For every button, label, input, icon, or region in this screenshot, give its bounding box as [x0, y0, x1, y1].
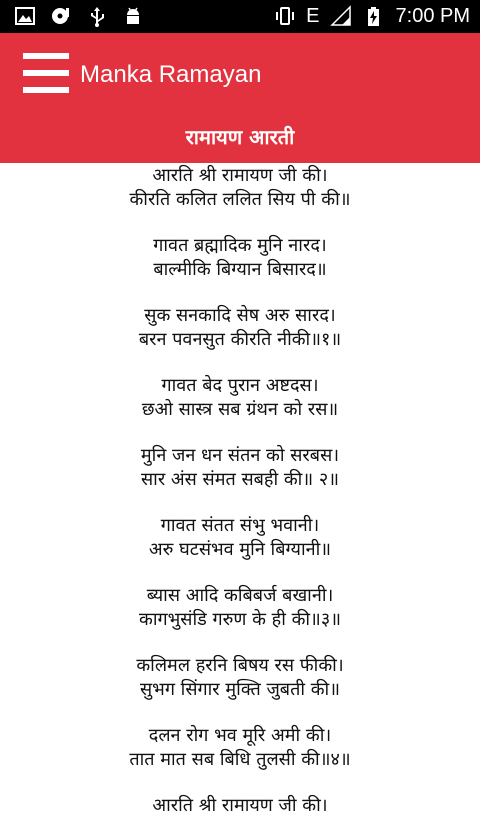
app-bar: [0, 33, 480, 115]
verse-line: आरति श्री रामायण जी की।: [152, 795, 328, 816]
verse-line: छओ सास्त्र सब ग्रंथन को रस॥: [141, 399, 339, 420]
verse-line: सुक सनकादि सेष अरु सारद।: [144, 305, 336, 326]
section-title: रामायण आरती: [185, 125, 295, 149]
vibrate-icon: [274, 5, 296, 27]
verse-line: कलिमल हरनि बिषय रस फीकी।: [136, 655, 344, 676]
verse-block: [0, 234, 480, 282]
verse-line: कीरति कलित ललित सिय पी की॥: [129, 189, 351, 210]
verse-block: [0, 794, 480, 818]
battery-charging-icon: [362, 5, 384, 27]
status-bar: [0, 0, 480, 33]
aarti-text-scroll[interactable]: [0, 163, 480, 816]
app-title: Manka Ramayan: [80, 61, 262, 88]
clock: 7:00 PM: [395, 5, 470, 27]
verse-block: [0, 304, 480, 352]
verse-line: अरु घटसंभव मुनि बिग्यानी॥: [148, 539, 332, 560]
hamburger-menu-icon[interactable]: [23, 53, 69, 95]
verse-line: तात मात सब बिधि तुलसी की॥४॥: [129, 749, 351, 770]
usb-icon: [86, 5, 108, 27]
verse-line: गावत ब्रह्मादिक मुनि नारद।: [153, 235, 327, 256]
verse-line: ब्यास आदि कबिबर्ज बखानी।: [146, 585, 334, 606]
verse-line: सार अंस संमत सबही की॥ २॥: [141, 469, 339, 490]
android-debug-icon: [122, 5, 144, 27]
verse-block: [0, 374, 480, 422]
verse-line: बाल्मीकि बिग्यान बिसारद॥: [153, 259, 327, 280]
signal-icon: [330, 5, 352, 27]
verse-line: दलन रोग भव मूरि अमी की।: [148, 725, 332, 746]
status-bar-system: [274, 4, 470, 28]
gallery-icon: [14, 5, 36, 27]
verse-line: आरति श्री रामायण जी की।: [152, 165, 328, 186]
verse-block: [0, 444, 480, 492]
status-bar-notifications: [14, 5, 144, 27]
verse-line: बरन पवनसुत कीरति नीकी॥१॥: [138, 329, 342, 350]
verse-line: कागभुसंडि गरुण के ही की॥३॥: [139, 609, 341, 630]
verse-block: [0, 584, 480, 632]
verse-line: गावत संतत संभु भवानी।: [160, 515, 320, 536]
media-icon: [50, 5, 72, 27]
verse-list: [0, 163, 480, 818]
section-header: [0, 115, 480, 163]
verse-line: गावत बेद पुरान अष्टदस।: [161, 375, 319, 396]
verse-line: सुभग सिंगार मुक्ति जुबती की॥: [140, 679, 340, 700]
verse-block: [0, 654, 480, 702]
verse-block: [0, 514, 480, 562]
network-type-label: E: [306, 5, 320, 27]
verse-block: [0, 724, 480, 772]
verse-block: [0, 164, 480, 212]
verse-line: मुनि जन धन संतन को सरबस।: [140, 445, 340, 466]
